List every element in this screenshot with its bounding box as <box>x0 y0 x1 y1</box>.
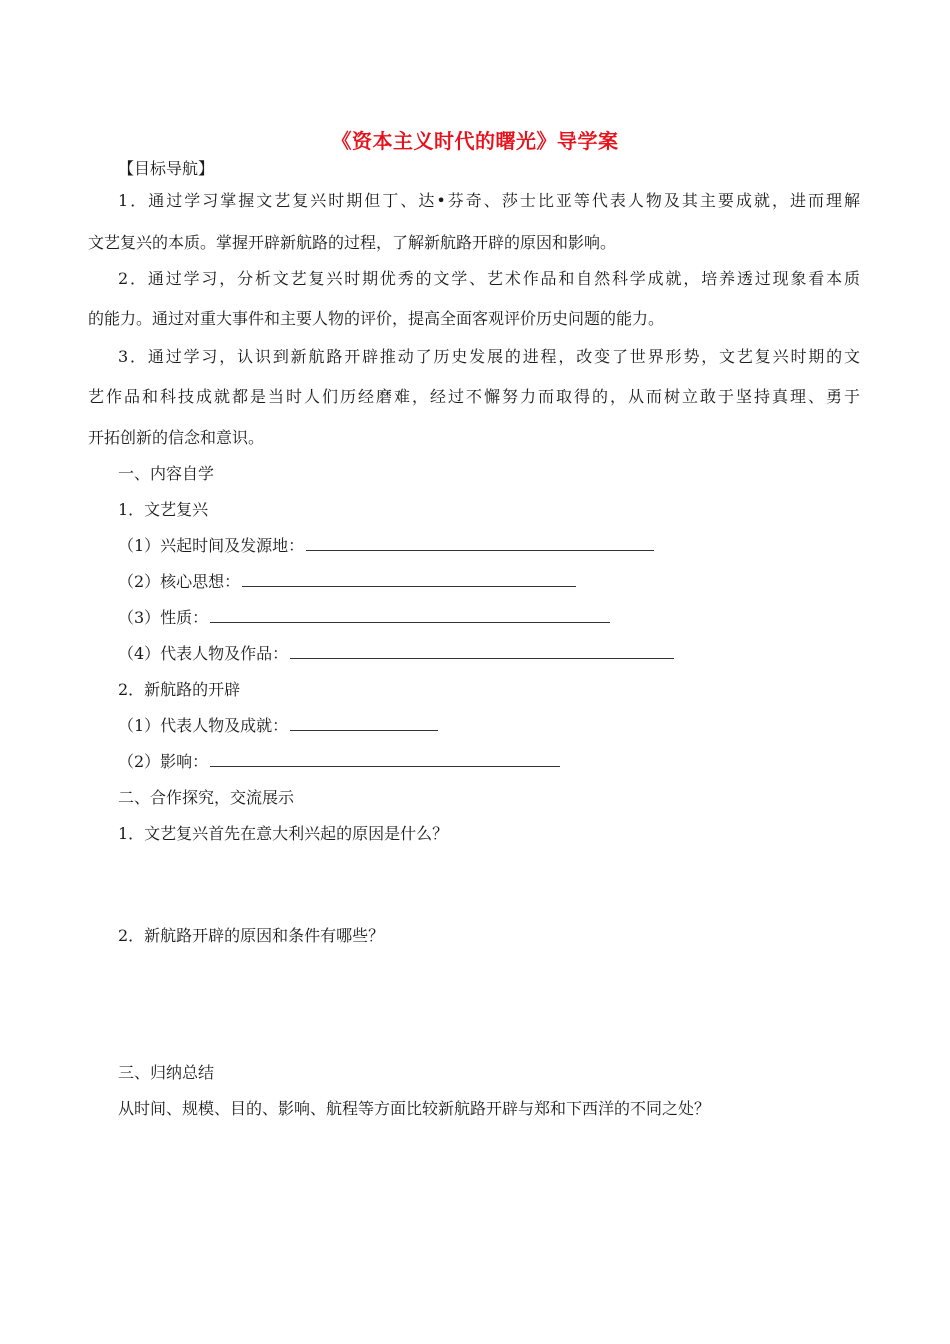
question-nature <box>118 607 610 629</box>
goal-heading: 【目标导航】 <box>118 159 215 178</box>
goal-1-line-1: 1．通过学习掌握文艺复兴时期但丁、达•芬奇、莎士比亚等代表人物及其主要成就，进而理解 <box>118 191 860 210</box>
answer-blank[interactable] <box>210 608 610 623</box>
question-rise-time-origin <box>118 535 654 557</box>
goal-2-line-1: 2．通过学习，分析文艺复兴时期优秀的文学、艺术作品和自然科学成就，培养透过现象看本质 <box>118 269 860 288</box>
answer-blank[interactable] <box>242 572 576 587</box>
section-3-question-1: 从时间、规模、目的、影响、航程等方面比较新航路开辟与郑和下西洋的不同之处？ <box>118 1099 711 1118</box>
question-impact <box>118 751 560 773</box>
answer-blank[interactable] <box>290 644 674 659</box>
section-1-sub-1: 1．文艺复兴 <box>118 500 209 519</box>
section-1-heading: 一、内容自学 <box>118 464 215 483</box>
question-navigators-achievements <box>118 715 438 737</box>
question-label: （3）性质： <box>118 608 209 627</box>
question-label: （2）影响： <box>118 752 209 771</box>
section-2-question-2: 2．新航路开辟的原因和条件有哪些？ <box>118 926 385 945</box>
goal-3-line-1: 3．通过学习，认识到新航路开辟推动了历史发展的进程，改变了世界形势，文艺复兴时期的文 <box>118 347 860 366</box>
question-label: （1）兴起时间及发源地： <box>118 536 305 555</box>
goal-2-line-2: 的能力。通过对重大事件和主要人物的评价，提高全面客观评价历史问题的能力。 <box>88 309 665 328</box>
question-label: （1）代表人物及成就： <box>118 716 289 735</box>
goal-3-line-2: 艺作品和科技成就都是当时人们历经磨难，经过不懈努力而取得的，从而树立敢于坚持真理、勇于 <box>88 387 860 406</box>
answer-blank[interactable] <box>290 716 438 731</box>
answer-blank[interactable] <box>306 536 654 551</box>
question-label: （4）代表人物及作品： <box>118 644 289 663</box>
goal-1-line-2: 文艺复兴的本质。掌握开辟新航路的过程，了解新航路开辟的原因和影响。 <box>88 233 617 252</box>
section-2-question-1: 1．文艺复兴首先在意大利兴起的原因是什么？ <box>118 824 449 843</box>
section-2-heading: 二、合作探究，交流展示 <box>118 788 295 807</box>
answer-blank[interactable] <box>210 752 560 767</box>
document-title: 《资本主义时代的曙光》导学案 <box>331 129 619 153</box>
question-figures-works <box>118 643 674 665</box>
question-label: （2）核心思想： <box>118 572 241 591</box>
section-3-heading: 三、归纳总结 <box>118 1063 215 1082</box>
section-1-sub-2: 2．新航路的开辟 <box>118 680 241 699</box>
question-core-thought <box>118 571 576 593</box>
goal-3-line-3: 开拓创新的信念和意识。 <box>88 428 265 447</box>
